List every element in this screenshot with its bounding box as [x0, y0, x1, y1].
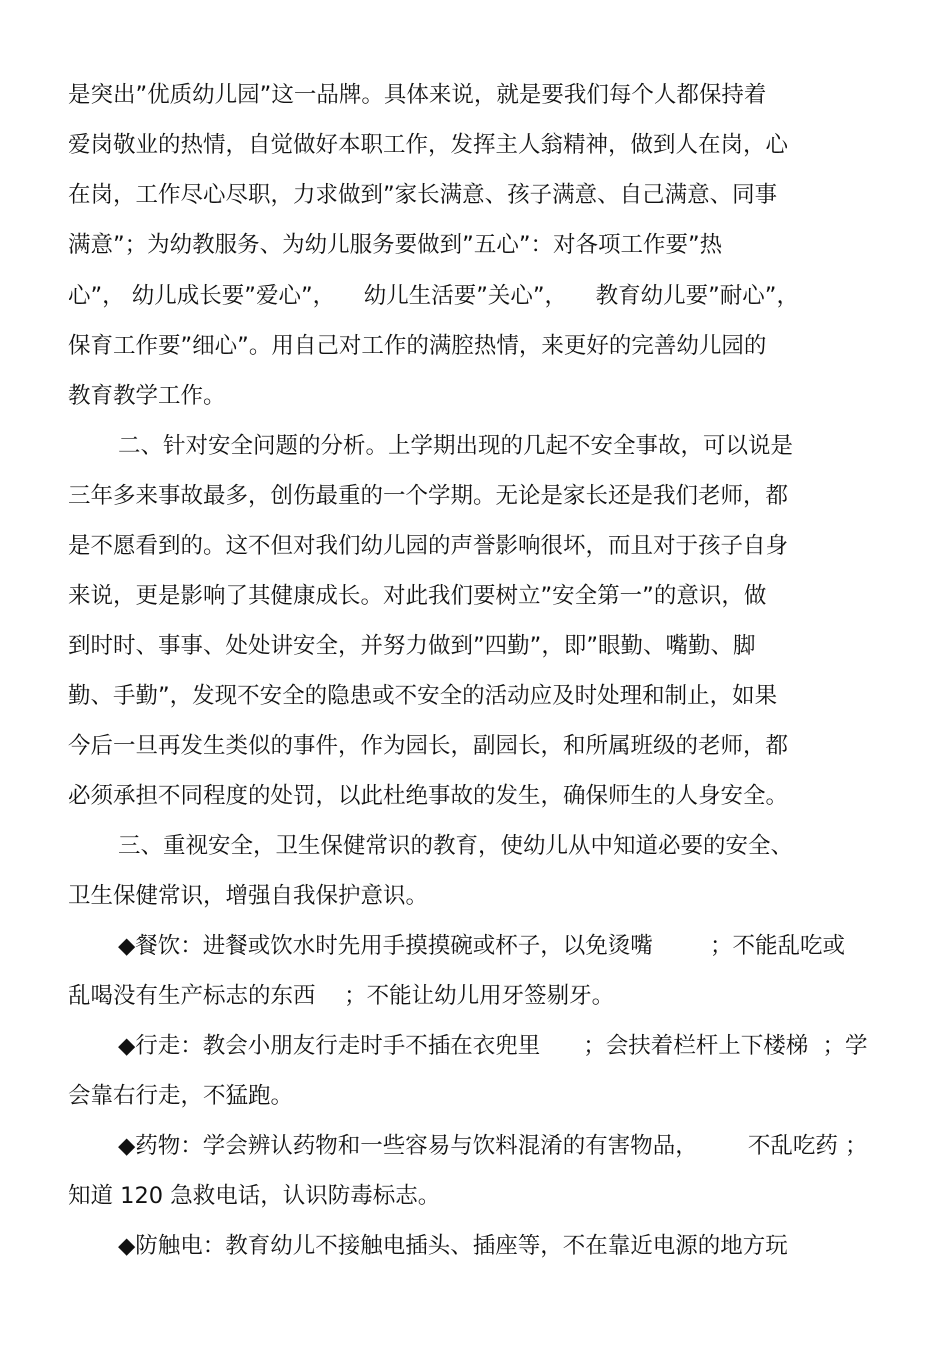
text-line: 是突出”优质幼儿园”这一品牌。具体来说，就是要我们每个人都保持着 — [68, 82, 767, 108]
bullet-item-electricity: ◆防触电：教育幼儿不接触电插头、插座等，不在靠近电源的地方玩 — [118, 1233, 788, 1259]
bullet-item-walking: ◆行走：教会小朋友行走时手不插在衣兜里 ；会扶着栏杆上下楼梯 ；学 — [118, 1033, 868, 1059]
text-line: 会靠右行走，不猛跑。 — [68, 1083, 294, 1109]
text-line: 保育工作要”细心”。用自己对工作的满腔热情，来更好的完善幼儿园的 — [68, 333, 767, 359]
text-line: 知道 120 急救电话，认识防毒标志。 — [68, 1183, 441, 1209]
text-line: 满意”；为幼教服务、为幼儿服务要做到”五心”：对各项工作要”热 — [68, 232, 723, 258]
text-line: 来说，更是影响了其健康成长。对此我们要树立”安全第一”的意识，做 — [68, 583, 767, 609]
paragraph-start: 三、重视安全，卫生保健常识的教育，使幼儿从中知道必要的安全、 — [118, 833, 794, 859]
text-line: 今后一旦再发生类似的事件，作为园长，副园长，和所属班级的老师，都 — [68, 733, 789, 759]
text-line: 是不愿看到的。这不但对我们幼儿园的声誉影响很坏，而且对于孩子自身 — [68, 533, 789, 559]
paragraph-start: 二、针对安全问题的分析。上学期出现的几起不安全事故，可以说是 — [118, 433, 794, 459]
text-line: 乱喝没有生产标志的东西 ；不能让幼儿用牙签剔牙。 — [68, 983, 615, 1009]
bullet-item-dining: ◆餐饮：进餐或饮水时先用手摸摸碗或杯子，以免烫嘴 ；不能乱吃或 — [118, 933, 846, 959]
text-line: 到时时、事事、处处讲安全，并努力做到”四勤”，即”眼勤、嘴勤、脚 — [68, 633, 756, 659]
text-line: 勤、手勤”，发现不安全的隐患或不安全的活动应及时处理和制止，如果 — [68, 683, 778, 709]
text-line: 爱岗敬业的热情，自觉做好本职工作，发挥主人翁精神，做到人在岗，心 — [68, 132, 789, 158]
text-line: 卫生保健常识，增强自我保护意识。 — [68, 883, 429, 909]
bullet-item-medicine: ◆药物：学会辨认药物和一些容易与饮料混淆的有害物品， 不乱吃药 ； — [118, 1133, 868, 1159]
text-line: 心”， 幼儿成长要”爱心”， 幼儿生活要”关心”， 教育幼儿要”耐心”， — [68, 283, 799, 309]
text-line: 在岗，工作尽心尽职，力求做到”家长满意、孩子满意、自己满意、同事 — [68, 182, 778, 208]
text-line: 三年多来事故最多，创伤最重的一个学期。无论是家长还是我们老师，都 — [68, 483, 789, 509]
text-line: 必须承担不同程度的处罚，以此杜绝事故的发生，确保师生的人身安全。 — [68, 783, 789, 809]
text-line: 教育教学工作。 — [68, 383, 226, 409]
